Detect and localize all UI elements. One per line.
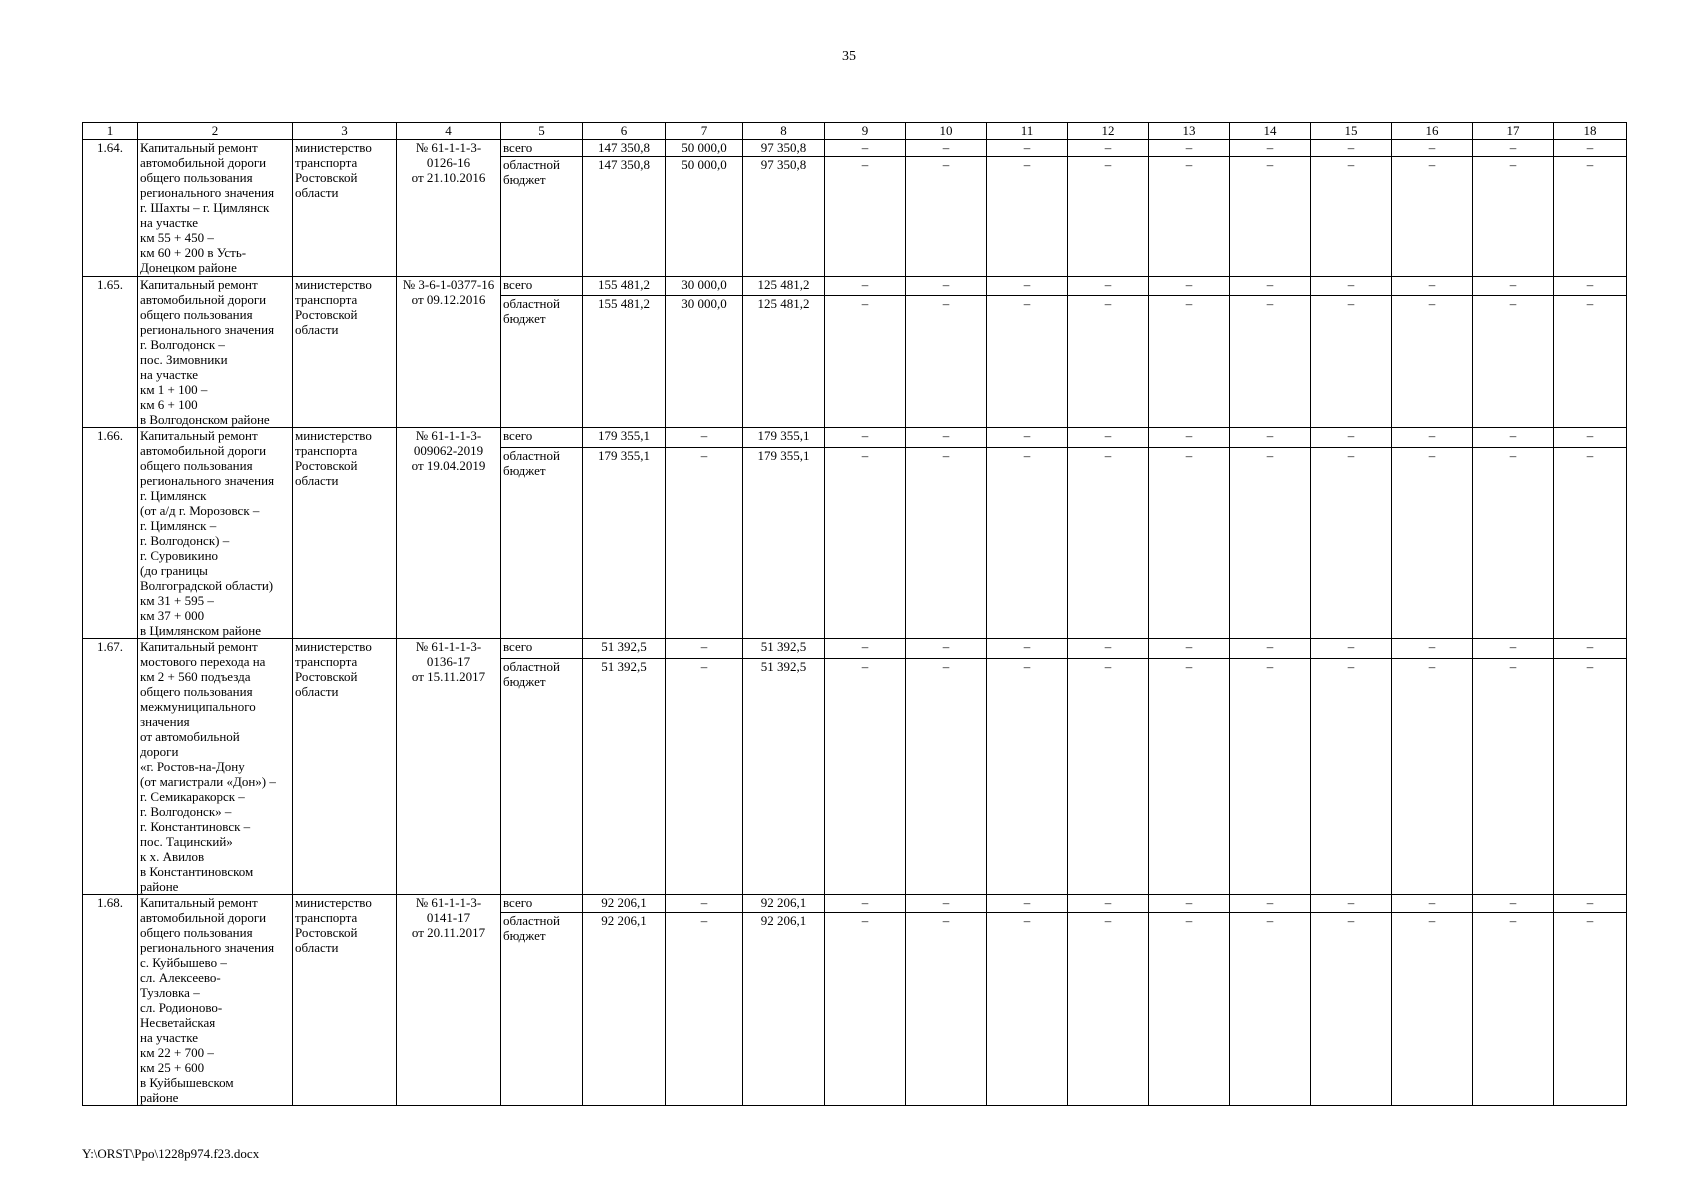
value-cell: –: [1392, 913, 1473, 1106]
value-cell: –: [825, 639, 906, 659]
value-cell: –: [987, 428, 1068, 448]
value-cell: 30 000,0: [666, 277, 743, 296]
value-cell: –: [1392, 295, 1473, 427]
value-cell: –: [1473, 895, 1554, 913]
value-cell: –: [1311, 140, 1392, 157]
value-cell: –: [825, 428, 906, 448]
column-header: 6: [583, 123, 666, 140]
table-row: [83, 428, 1627, 448]
value-cell: 179 355,1: [583, 428, 666, 448]
value-cell: –: [1554, 157, 1627, 277]
value-cell: –: [1311, 277, 1392, 296]
value-cell: –: [1230, 658, 1311, 894]
value-cell: –: [906, 295, 987, 427]
funding-source-cell: областной бюджет: [501, 913, 583, 1106]
column-header: 11: [987, 123, 1068, 140]
value-cell: –: [1068, 639, 1149, 659]
value-cell: –: [1473, 277, 1554, 296]
table-row: [83, 895, 1627, 913]
value-cell: 50 000,0: [666, 140, 743, 157]
object-name-cell: Капитальный ремонт автомобильной дороги общего пользования регионального значения г. Цимлянск (от а/д г. Морозовск – г. Цимлянск – г. Волгодонск) – г. Суровикино (до границы Волгоградской области) км 31 + 595 – км 37 + 000 в Цимлянском районе: [138, 428, 293, 639]
value-cell: –: [906, 895, 987, 913]
row-number-cell: 1.64.: [83, 140, 138, 277]
value-cell: –: [906, 913, 987, 1106]
value-cell: –: [1068, 913, 1149, 1106]
document-cell: № 61-1-1-3- 009062-2019 от 19.04.2019: [397, 428, 501, 639]
value-cell: –: [1068, 140, 1149, 157]
funding-source-cell: областной бюджет: [501, 295, 583, 427]
document-cell: № 61-1-1-3- 0136-17 от 15.11.2017: [397, 639, 501, 895]
column-header: 16: [1392, 123, 1473, 140]
document-cell: № 3-6-1-0377-16 от 09.12.2016: [397, 277, 501, 428]
value-cell: –: [1392, 895, 1473, 913]
object-name-cell: Капитальный ремонт мостового перехода на км 2 + 560 подъезда общего пользования межмуниципального значения от автомобильной дороги «г. Ростов-на-Дону (от магистрали «Дон») – г. Семикаракорск – г. Волгодонск» – г. Константиновск – пос. Тацинский» к х. Авилов в Константиновском районе: [138, 639, 293, 895]
value-cell: –: [1230, 639, 1311, 659]
table-header-row: [83, 123, 1627, 140]
value-cell: –: [825, 913, 906, 1106]
value-cell: 30 000,0: [666, 295, 743, 427]
value-cell: –: [1392, 140, 1473, 157]
value-cell: 147 350,8: [583, 140, 666, 157]
column-header: 5: [501, 123, 583, 140]
column-header: 7: [666, 123, 743, 140]
value-cell: –: [1068, 448, 1149, 639]
value-cell: –: [987, 448, 1068, 639]
value-cell: 147 350,8: [583, 157, 666, 277]
value-cell: –: [1311, 639, 1392, 659]
value-cell: 97 350,8: [743, 140, 825, 157]
value-cell: –: [987, 295, 1068, 427]
value-cell: –: [1311, 295, 1392, 427]
value-cell: –: [1068, 277, 1149, 296]
value-cell: 179 355,1: [743, 448, 825, 639]
value-cell: 92 206,1: [743, 913, 825, 1106]
value-cell: 179 355,1: [583, 448, 666, 639]
funding-source-cell: областной бюджет: [501, 658, 583, 894]
value-cell: –: [1554, 277, 1627, 296]
column-header: 10: [906, 123, 987, 140]
value-cell: –: [906, 428, 987, 448]
value-cell: –: [906, 448, 987, 639]
column-header: 2: [138, 123, 293, 140]
value-cell: –: [1392, 639, 1473, 659]
value-cell: –: [1149, 157, 1230, 277]
row-number-cell: 1.68.: [83, 895, 138, 1106]
value-cell: –: [1149, 913, 1230, 1106]
value-cell: –: [1230, 428, 1311, 448]
value-cell: –: [1149, 658, 1230, 894]
value-cell: –: [1311, 448, 1392, 639]
value-cell: 125 481,2: [743, 295, 825, 427]
funding-source-cell: всего: [501, 140, 583, 157]
value-cell: –: [825, 658, 906, 894]
column-header: 14: [1230, 123, 1311, 140]
value-cell: –: [666, 913, 743, 1106]
value-cell: –: [1068, 658, 1149, 894]
value-cell: 50 000,0: [666, 157, 743, 277]
value-cell: –: [1392, 428, 1473, 448]
data-table: [82, 122, 1627, 1106]
value-cell: –: [825, 277, 906, 296]
footer-file-path: Y:\ORST\Ppo\1228p974.f23.docx: [82, 1146, 260, 1161]
column-header: 15: [1311, 123, 1392, 140]
value-cell: –: [666, 895, 743, 913]
column-header: 3: [293, 123, 397, 140]
value-cell: 155 481,2: [583, 277, 666, 296]
value-cell: –: [987, 913, 1068, 1106]
customer-cell: министерство транспорта Ростовской области: [293, 428, 397, 639]
column-header: 17: [1473, 123, 1554, 140]
value-cell: –: [825, 895, 906, 913]
funding-source-cell: всего: [501, 895, 583, 913]
value-cell: 51 392,5: [743, 639, 825, 659]
value-cell: –: [1554, 448, 1627, 639]
value-cell: –: [825, 140, 906, 157]
column-header: 12: [1068, 123, 1149, 140]
value-cell: –: [1473, 448, 1554, 639]
value-cell: –: [906, 639, 987, 659]
value-cell: –: [1149, 639, 1230, 659]
value-cell: –: [1392, 658, 1473, 894]
column-header: 1: [83, 123, 138, 140]
page-number: 35: [842, 49, 856, 64]
value-cell: –: [666, 658, 743, 894]
value-cell: –: [1311, 913, 1392, 1106]
row-number-cell: 1.67.: [83, 639, 138, 895]
value-cell: –: [1068, 295, 1149, 427]
column-header: 13: [1149, 123, 1230, 140]
value-cell: –: [1149, 277, 1230, 296]
value-cell: –: [1473, 658, 1554, 894]
column-header: 9: [825, 123, 906, 140]
value-cell: –: [1311, 895, 1392, 913]
value-cell: –: [987, 639, 1068, 659]
value-cell: 92 206,1: [583, 913, 666, 1106]
table-row: [83, 639, 1627, 659]
row-number-cell: 1.66.: [83, 428, 138, 639]
value-cell: –: [1473, 639, 1554, 659]
value-cell: 155 481,2: [583, 295, 666, 427]
value-cell: –: [1149, 428, 1230, 448]
funding-source-cell: областной бюджет: [501, 448, 583, 639]
funding-source-cell: всего: [501, 277, 583, 296]
customer-cell: министерство транспорта Ростовской области: [293, 895, 397, 1106]
value-cell: 179 355,1: [743, 428, 825, 448]
value-cell: 51 392,5: [583, 658, 666, 894]
value-cell: –: [1068, 428, 1149, 448]
value-cell: –: [825, 295, 906, 427]
value-cell: –: [1473, 295, 1554, 427]
funding-source-cell: всего: [501, 428, 583, 448]
value-cell: –: [1149, 140, 1230, 157]
customer-cell: министерство транспорта Ростовской области: [293, 277, 397, 428]
value-cell: –: [906, 157, 987, 277]
value-cell: –: [1068, 157, 1149, 277]
document-cell: № 61-1-1-3- 0126-16 от 21.10.2016: [397, 140, 501, 277]
value-cell: –: [1392, 277, 1473, 296]
value-cell: –: [1473, 140, 1554, 157]
value-cell: –: [825, 157, 906, 277]
value-cell: –: [666, 639, 743, 659]
value-cell: –: [1554, 895, 1627, 913]
customer-cell: министерство транспорта Ростовской области: [293, 140, 397, 277]
value-cell: 97 350,8: [743, 157, 825, 277]
value-cell: –: [1230, 140, 1311, 157]
funding-source-cell: всего: [501, 639, 583, 659]
value-cell: –: [1149, 448, 1230, 639]
value-cell: –: [1230, 295, 1311, 427]
value-cell: –: [987, 157, 1068, 277]
value-cell: –: [1473, 428, 1554, 448]
value-cell: 92 206,1: [583, 895, 666, 913]
value-cell: –: [1554, 140, 1627, 157]
value-cell: –: [1554, 428, 1627, 448]
value-cell: –: [1473, 913, 1554, 1106]
value-cell: –: [1149, 295, 1230, 427]
value-cell: 51 392,5: [743, 658, 825, 894]
value-cell: –: [1473, 157, 1554, 277]
value-cell: –: [825, 448, 906, 639]
object-name-cell: Капитальный ремонт автомобильной дороги общего пользования регионального значения с. Куйбышево – сл. Алексеево- Тузловка – сл. Родионово- Несветайская на участке км 22 + 700 – км 25 + 600 в Куйбышевском районе: [138, 895, 293, 1106]
value-cell: –: [987, 658, 1068, 894]
value-cell: –: [1230, 895, 1311, 913]
value-cell: –: [1554, 913, 1627, 1106]
value-cell: –: [1149, 895, 1230, 913]
value-cell: –: [1554, 295, 1627, 427]
funding-source-cell: областной бюджет: [501, 157, 583, 277]
object-name-cell: Капитальный ремонт автомобильной дороги общего пользования регионального значения г. Волгодонск – пос. Зимовники на участке км 1 + 100 – км 6 + 100 в Волгодонском районе: [138, 277, 293, 428]
value-cell: –: [987, 895, 1068, 913]
value-cell: –: [1554, 639, 1627, 659]
value-cell: 51 392,5: [583, 639, 666, 659]
customer-cell: министерство транспорта Ростовской области: [293, 639, 397, 895]
table-row: [83, 140, 1627, 157]
value-cell: 125 481,2: [743, 277, 825, 296]
value-cell: –: [1311, 428, 1392, 448]
column-header: 8: [743, 123, 825, 140]
value-cell: –: [1230, 277, 1311, 296]
value-cell: –: [1392, 157, 1473, 277]
value-cell: –: [1068, 895, 1149, 913]
document-cell: № 61-1-1-3- 0141-17 от 20.11.2017: [397, 895, 501, 1106]
value-cell: –: [906, 140, 987, 157]
value-cell: –: [906, 277, 987, 296]
value-cell: –: [987, 277, 1068, 296]
value-cell: –: [1392, 448, 1473, 639]
value-cell: –: [1311, 658, 1392, 894]
value-cell: –: [1311, 157, 1392, 277]
row-number-cell: 1.65.: [83, 277, 138, 428]
value-cell: 92 206,1: [743, 895, 825, 913]
column-header: 18: [1554, 123, 1627, 140]
value-cell: –: [1554, 658, 1627, 894]
value-cell: –: [987, 140, 1068, 157]
column-header: 4: [397, 123, 501, 140]
object-name-cell: Капитальный ремонт автомобильной дороги общего пользования регионального значения г. Шахты – г. Цимлянск на участке км 55 + 450 – км 60 + 200 в Усть- Донецком районе: [138, 140, 293, 277]
value-cell: –: [1230, 448, 1311, 639]
value-cell: –: [1230, 157, 1311, 277]
value-cell: –: [666, 448, 743, 639]
value-cell: –: [666, 428, 743, 448]
value-cell: –: [1230, 913, 1311, 1106]
value-cell: –: [906, 658, 987, 894]
table-row: [83, 277, 1627, 296]
